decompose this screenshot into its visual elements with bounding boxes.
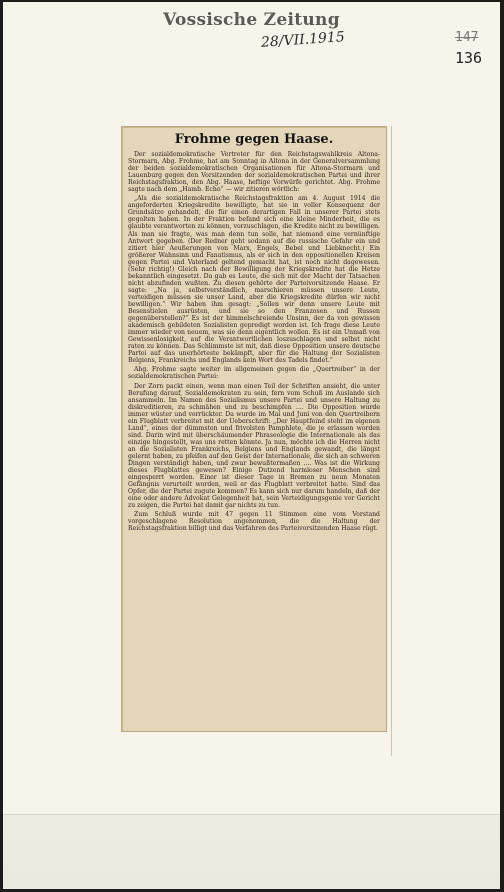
article-paragraph: Der sozialdemokratische Vertreter für den Reichstagswahlkreis Altona-Stormarn, Abg. Frohme, hat am Sonntag in Altona in der Generalversammlung der beiden sozialdemokratischen Organisationen für Altona-Stormarn und Lauenburg gegen den Vorsitzenden der sozialdemokratischen Partei und ihrer Reichstagsfraktion, den Abg. Haase, heftige Vorwürfe gerichtet. Abg. Frohme sagte nach dem „Hamb. Echo“ — wir zitieren wörtlich:	[128, 151, 380, 194]
article-body	[128, 151, 380, 532]
struck-page-number: 147	[455, 30, 479, 45]
sheet-fold-line	[391, 126, 392, 756]
article-paragraph: Zum Schluß wurde mit 47 gegen 11 Stimmen eine vom Vorstand vorgeschlagene Resolution angenommen, die die Haltung der Reichstagsfraktion billigt und das Verfahren des Parteivorsitzenden Haase rügt.	[128, 511, 380, 533]
newspaper-name: Vossische Zeitung	[163, 10, 340, 30]
article-paragraph: „Als die sozialdemokratische Reichstagsfraktion am 4. August 1914 die angeforderten Kriegskredite bewilligte, hat sie in voller Konsequenz der Grundsätze gehandelt, die für einen derartigen Fall in unserer Partei stets gegolten haben. In der Fraktion befand sich eine kleine Minderheit, die es glaubte verantworten zu können, vorzuschlagen, die Kredite nicht zu bewilligen. Als man sie fragte, was man denn tun solle, hat niemand eine vernünftige Antwort gegeben. (Der Redner geht sodann auf die russische Gefahr ein und zitiert hier Aeußerungen von Marx, Engels, Bebel und Liebknecht.) Ein größerer Wahnsinn und Fanatismus, als er sich in den oppositionellen Kreisen gegen Partei und Vaterland geltend gemacht hat, ist noch nicht dagewesen. (Sehr richtig!) Gleich nach der Bewilligung der Kriegskredite hat die Hetze bekanntlich eingesetzt. Da gab es Leute, die sich mit der Macht der Tatsachen nicht abzufinden wußten. Zu diesen gehörte der Parteivorsitzende Haase. Er sagte: „Na ja, selbstverständlich, marschieren müssen unsere Leute, verteidigen müssen sie unser Land, aber die Kriegskredite dürfen wir nicht bewilligen.“ Wir haben ihm gesagt: „Sollen wir denn unsere Leute mit Besenstielen ausrüsten, und sie so den Franzosen und Russen gegenüberstellen?“ Es ist der himmelschreiende Unsinn, der da von gewissen akademisch gebildeten Sozialisten gepredigt worden ist. Ich frage diese Leute immer wieder von neuem, was sie denn eigentlich wollen. Es ist ein Unmaß von Gewissenlosigkeit, auf die Verantwortlichen loszuschlagen und selbst nicht raten zu können. Das Schlimmste ist mit, daß diese Opposition unsere deutsche Partei auf das unerhörteste bekämpft, aber für die Haltung der Sozialisten Belgiens, Frankreichs und Englands kein Wort des Tadels findet.“	[128, 195, 380, 365]
article-title: Frohme gegen Haase.	[174, 132, 334, 147]
article-paragraph: Abg. Frohme sagte weiter im allgemeinen gegen die „Quertreiber“ in der sozialdemokratischen Partei:	[128, 366, 380, 381]
handwritten-date: 28/VII.1915	[260, 29, 346, 51]
page-number: 136	[455, 49, 483, 67]
article-paragraph: Der Zorn packt einen, wenn man einen Teil der Schriften ansieht, die unter Berufung darauf, Sozialdemokraten zu sein, fern vom Schuß im Auslande sich ansammeln. Im Namen des Sozialismus unsere Partei und unsere Haltung zu diskreditieren, zu schmähen und zu beschimpfen .... Die Opposition wurde immer wüster und verrückter. Da wurde im Mai und Juni von den Quertreibern ein Flugblatt verbreitet mit der Ueberschrift: „Der Hauptfeind steht im eigenen Land“, eines der dümmsten und frivolsten Pamphlete, die je erlassen worden sind. Darin wird mit überschäumender Phraseologie die Internationale als das einzige hingestellt, was uns retten könnte. Ja nun, möchte ich die Herren nicht an die Sozialisten Frankreichs, Belgiens und Englands gewandt, die längst gelernt haben, zu pfeifen auf den Geist der Internationale, die sich an schweren Dingen verständigt haben, und zwar bewußtermaßen .... Was ist die Wirkung dieses Flugblattes gewesen? Einige Dutzend harmloser Menschen sind eingesperrt worden. Einer ist dieser Tage in Bremen zu neun Monaten Gefängnis verurteilt worden, weil er das Flugblatt verbreitet hatte. Sind das Opfer, die der Partei zugute kommen? Es kann sich nur darum handeln, daß der eine oder andere Advokat Gelegenheit hat, sein Verteidigungsgenie vor Gericht zu zeigen, die Partei hat damit gar nichts zu tun.	[128, 382, 380, 510]
newspaper-clipping	[121, 126, 387, 732]
